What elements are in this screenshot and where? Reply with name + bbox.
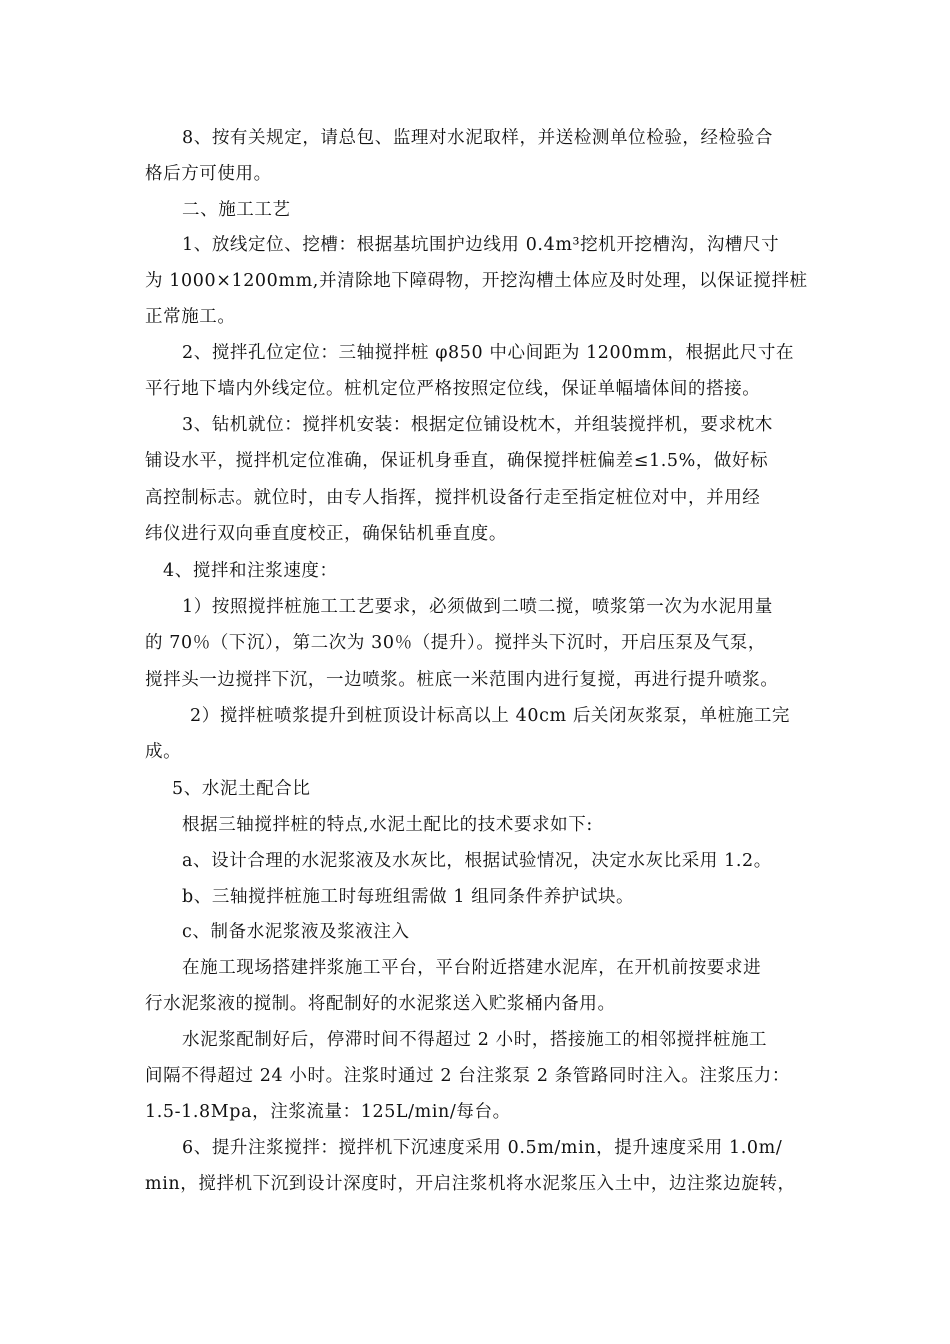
paragraph-line: 1）按照搅拌桩施工工艺要求，必须做到二喷二搅，喷浆第一次为水泥用量 <box>182 597 773 617</box>
paragraph-line: 8、按有关规定，请总包、监理对水泥取样，并送检测单位检验，经检验合 <box>182 128 773 148</box>
paragraph-line: 根据三轴搅拌桩的特点,水泥土配比的技术要求如下: <box>182 815 593 835</box>
paragraph-line: 的 70％（下沉），第二次为 30％（提升）。搅拌头下沉时，开启压泵及气泵， <box>145 633 766 653</box>
paragraph-line: 1、放线定位、挖槽：根据基坑围护边线用 0.4m³挖机开挖槽沟，沟槽尺寸 <box>182 235 780 255</box>
paragraph-line: 格后方可使用。 <box>145 164 272 184</box>
paragraph-line: 正常施工。 <box>145 307 236 327</box>
paragraph-line: 间隔不得超过 24 小时。注浆时通过 2 台注浆泵 2 条管路同时注入。注浆压力： <box>145 1066 791 1086</box>
paragraph-line: 3、钻机就位：搅拌机安装：根据定位铺设枕木，并组装搅拌机，要求枕木 <box>182 415 773 435</box>
paragraph-line: b、三轴搅拌桩施工时每班组需做 1 组同条件养护试块。 <box>182 887 635 907</box>
paragraph-line: 高控制标志。就位时，由专人指挥，搅拌机设备行走至指定桩位对中，并用经 <box>145 488 761 508</box>
paragraph-line: 搅拌头一边搅拌下沉，一边喷浆。桩底一米范围内进行复搅，再进行提升喷浆。 <box>145 670 779 690</box>
paragraph-line: 2）搅拌桩喷浆提升到桩顶设计标高以上 40cm 后关闭灰浆泵，单桩施工完 <box>190 706 791 726</box>
subsection-heading: 5、水泥土配合比 <box>172 779 311 799</box>
paragraph-line: 6、提升注浆搅拌：搅拌机下沉速度采用 0.5m/min，提升速度采用 1.0m/ <box>182 1138 783 1158</box>
paragraph-line: 1.5-1.8Mpa，注浆流量：125L/min/每台。 <box>145 1102 511 1122</box>
paragraph-line: 水泥浆配制好后，停滞时间不得超过 2 小时，搭接施工的相邻搅拌桩施工 <box>182 1030 768 1050</box>
paragraph-line: 平行地下墙内外线定位。桩机定位严格按照定位线，保证单幅墙体间的搭接。 <box>145 379 761 399</box>
paragraph-line: 在施工现场搭建拌浆施工平台，平台附近搭建水泥库，在开机前按要求进 <box>182 958 762 978</box>
subsection-heading: 4、搅拌和注浆速度： <box>163 561 338 581</box>
paragraph-line: 2、搅拌孔位定位：三轴搅拌桩 φ850 中心间距为 1200mm，根据此尺寸在 <box>182 343 795 363</box>
paragraph-line: 纬仪进行双向垂直度校正，确保钻机垂直度。 <box>145 524 507 544</box>
paragraph-line: 成。 <box>145 742 182 762</box>
paragraph-line: 铺设水平，搅拌机定位准确，保证机身垂直，确保搅拌桩偏差≤1.5%，做好标 <box>145 451 769 471</box>
section-heading: 二、施工工艺 <box>182 200 291 220</box>
paragraph-line: c、制备水泥浆液及浆液注入 <box>182 922 410 942</box>
paragraph-line: 行水泥浆液的搅制。将配制好的水泥浆送入贮浆桶内备用。 <box>145 994 616 1014</box>
paragraph-line: 为 1000×1200mm,并清除地下障碍物，开挖沟槽土体应及时处理，以保证搅拌桩 <box>145 271 808 291</box>
paragraph-line: a、设计合理的水泥浆液及水灰比，根据试验情况，决定水灰比采用 1.2。 <box>182 851 772 871</box>
paragraph-line: min，搅拌机下沉到设计深度时，开启注浆机将水泥浆压入土中，边注浆边旋转， <box>145 1174 796 1194</box>
